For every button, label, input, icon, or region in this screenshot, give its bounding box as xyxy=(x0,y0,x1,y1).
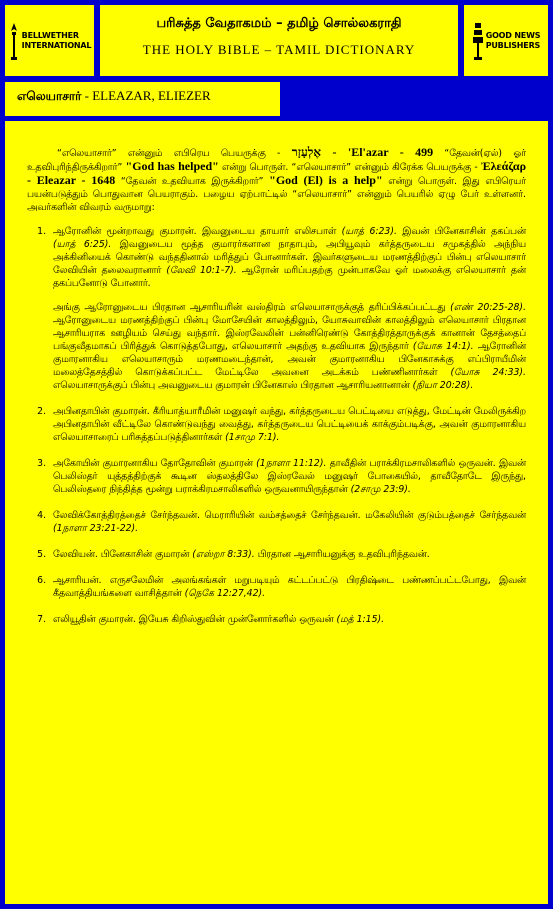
page-title-tamil: பரிசுத்த வேதாகமம் – தமிழ் சொல்லகராதி xyxy=(156,16,402,31)
list-item: 4. லேவிக்கோத்திரத்தைச் சேர்ந்தவன். மெராரியின் வம்சத்தைச் சேர்ந்தவன். மகேலியின் குடும்பத்தைச் சேர்ந்தவன் (1நாளா 23:21-22). xyxy=(49,509,526,535)
entry-content xyxy=(5,121,548,904)
item-1-paragraph-2: அங்கு ஆரோனுடைய பிரதான ஆசாரியரின் வஸ்திரம் எலெயாசாருக்குத் தரிப்பிக்கப்பட்டது (எண் 20:25-28). ஆரோனுடைய மரணத்திற்குப் பின்பு மோசேயின் காலத்திலும், யோசுவாவின் காலத்திலும் எலெயாசார் பிரதான ஆசாரியராக ஊழியம் செய்து வந்தார். இஸ்ரவேலின் பன்னிரெண்டு கோத்திரத்தாருக்குக் கானான் தேசத்தைப் பங்குவீதமாகப் பிரித்துக் கொடுத்தபோது, எலெயாசார் அதற்கு உதவியாக இருந்தார் (யோசு 14:1). ஆரோனின் குமாரனாகிய எலெயாசாரும் மரணமடைந்தான், அவன் குமாரனாகிய பினேகாசுக்கு எப்பிராயீமின் மலைத்தேசத்தில் கொடுக்கப்பட்ட மேட்டிலே அவனை அடக்கம் பண்ணினார்கள் (யோசு 24:33). எலெயாசாருக்குப் பின்பு அவனுடைய குமாரன் பினேகாஸ் பிரதான ஆசாரியனானான் (நியா 20:28). xyxy=(53,302,526,391)
intro-text-2: “தேவன்(ஏல்) ஓர் உதவிபுரிந்திருக்கிறார்” xyxy=(27,148,526,173)
list-item: 6. ஆசாரியன். எருசலேமின் அலங்கங்கள் மறுபடியும் கட்டப்பட்டு பிரதிஷ்டை பண்ணப்பட்டபோது, இவன் கீதவாத்தியங்களை வாசித்தான் (நெகே 12:27,42). xyxy=(49,574,526,600)
bellwether-logo-line2: INTERNATIONAL xyxy=(21,40,92,50)
list-item: 5. லேவியன். பினேகாசின் குமாரன் (எஸ்றா 8:33). பிரதான ஆசாரியனுக்கு உதவிபுரிந்தவன். xyxy=(49,548,526,561)
hebrew-transliteration: - 'El'azar - xyxy=(321,145,416,159)
scripture-ref: (எஸ்றா 8:33). xyxy=(192,549,255,560)
list-item: 7. எலியூதின் குமாரன். இயேசு கிறிஸ்துவின் முன்னோர்களில் ஒருவன் (மத் 1:15). xyxy=(49,613,526,626)
list-item: 2. அபினதாபின் குமாரன். கீரியாத்யாரீமின் மனுஷர் வந்து, கர்த்தருடைய பெட்டியை எடுத்து, மேட்டின் மேலிருக்கிற அபினதாபின் வீட்டிலே கொண்டுவந்து வைத்து, கர்த்தருடைய பெட்டியைக் காக்கும்படிக்கு, அவன் குமாரனாகிய எலெயாசாரைப் பரிசுத்தப்படுத்தினார்கள் (1சாமு 7:1). xyxy=(49,405,526,444)
greek-word: Ἐλεάζαρ xyxy=(481,159,526,173)
page-title-box xyxy=(100,5,458,76)
intro-text-5: என்று பொருள். இது எபிரெயர் பயன்படுத்தும் பொதுவான பெயராகும். பழைய ஏற்பாட்டில் “எலெயாசார்” என்னும் பெயரில் ஏழு பேர் உள்ளனர். அவர்களின் விவரம் வருமாறு: xyxy=(27,176,526,213)
good-news-logo xyxy=(464,5,548,76)
list-item xyxy=(49,225,526,392)
hebrew-word: אֶלְעָזָר xyxy=(291,145,322,159)
scripture-ref: (1நாளா 23:21-22). xyxy=(53,523,139,534)
entry-heading-tamil: எலெயாசார் xyxy=(17,89,82,103)
scripture-ref: (லேவி 10:1-7). xyxy=(166,265,237,276)
scripture-ref: (1நாளா 11:12). xyxy=(256,458,327,469)
scripture-ref: (நியா 20:28). xyxy=(412,380,474,391)
entry-heading-english: - ELEAZAR, ELIEZER xyxy=(81,88,211,103)
good-news-logo-line2: PUBLISHERS xyxy=(485,40,541,50)
intro-text-3: என்று பொருள். “எலெயாசார்” என்னும் கிரேக்க பெயருக்கு - xyxy=(218,162,481,173)
scripture-ref: (1சாமு 7:1). xyxy=(225,432,280,443)
scripture-ref: (யோசு 14:1). xyxy=(412,341,474,352)
intro-text-1: “எலெயாசார்” என்னும் எபிரெய பெயருக்கு - xyxy=(57,148,292,159)
scripture-ref: (யாத் 6:25). xyxy=(53,239,112,250)
entry-heading xyxy=(5,82,280,116)
bellwether-logo xyxy=(5,5,94,76)
intro-text-4: “தேவன் உதவியாக இருக்கிறார்” xyxy=(115,176,270,187)
scripture-ref: (யாத் 6:23). xyxy=(341,226,397,237)
book-stack-icon xyxy=(472,21,484,61)
list-item: 3. அகோயின் குமாரனாகிய தோதோவின் குமாரன் (1நாளா 11:12). தாவீதின் பராக்கிரமசாலிகளில் ஒருவன். இவன் பெலிஸ்தர் யுத்தத்திற்குக் கூடின ஸ்தலத்திலே இஸ்ரவேல் மனுஷர் போகையில், தாவீதோடே இருந்து, பெலிஸ்தரை நிந்தித்த மூன்று பராக்கிரமசாலிகளில் ஒருவனாயிருந்தான் (2சாமு 23:9). xyxy=(49,457,526,496)
hebrew-meaning: "God has helped" xyxy=(125,159,219,173)
scripture-ref: (யோசு 24:33). xyxy=(450,367,526,378)
torch-icon xyxy=(8,21,20,61)
scripture-ref: (2சாமு 23:9). xyxy=(350,484,411,495)
greek-transliteration: - Eleazar - 1648 xyxy=(27,173,116,187)
page-title-english: THE HOLY BIBLE – TAMIL DICTIONARY xyxy=(142,42,416,57)
intro-paragraph xyxy=(27,146,526,214)
scripture-ref: (நெகே 12:27,42). xyxy=(184,588,266,599)
strong-number-hebrew: 499 xyxy=(415,145,434,159)
greek-meaning: "God (El) is a help" xyxy=(269,173,383,187)
scripture-ref: (மத் 1:15). xyxy=(336,614,385,625)
bellwether-logo-line1: BELLWETHER xyxy=(21,30,79,40)
scripture-ref: (எண் 20:25-28). xyxy=(450,302,526,313)
good-news-logo-line1: GOOD NEWS xyxy=(485,30,541,40)
item-1-paragraph-1: 1. ஆரோனின் மூன்றாவது குமாரன். இவனுடைய தாயார் எலிசபாள் (யாத் 6:23). இவன் பினேகாசின் தகப்பன் (யாத் 6:25). இவனுடைய மூத்த குமாரர்களான நாதாபும், அபியூவும் கர்த்தருடைய சமுகத்தில் அந்நிய அக்கினியைக் கொண்டு வந்ததினால் மரித்துப் போனார்கள். இவர்களுடைய மரணத்திற்குப் பின்பு எலெயாசார் லேவியின் தலைவரானார் (லேவி 10:1-7). ஆரோன் மரிப்பதற்கு முன்பாகவே ஓர் மலைக்கு எலெயாசார் தன் தகப்பனோடு போனார். xyxy=(53,226,526,289)
person-list xyxy=(27,225,526,626)
